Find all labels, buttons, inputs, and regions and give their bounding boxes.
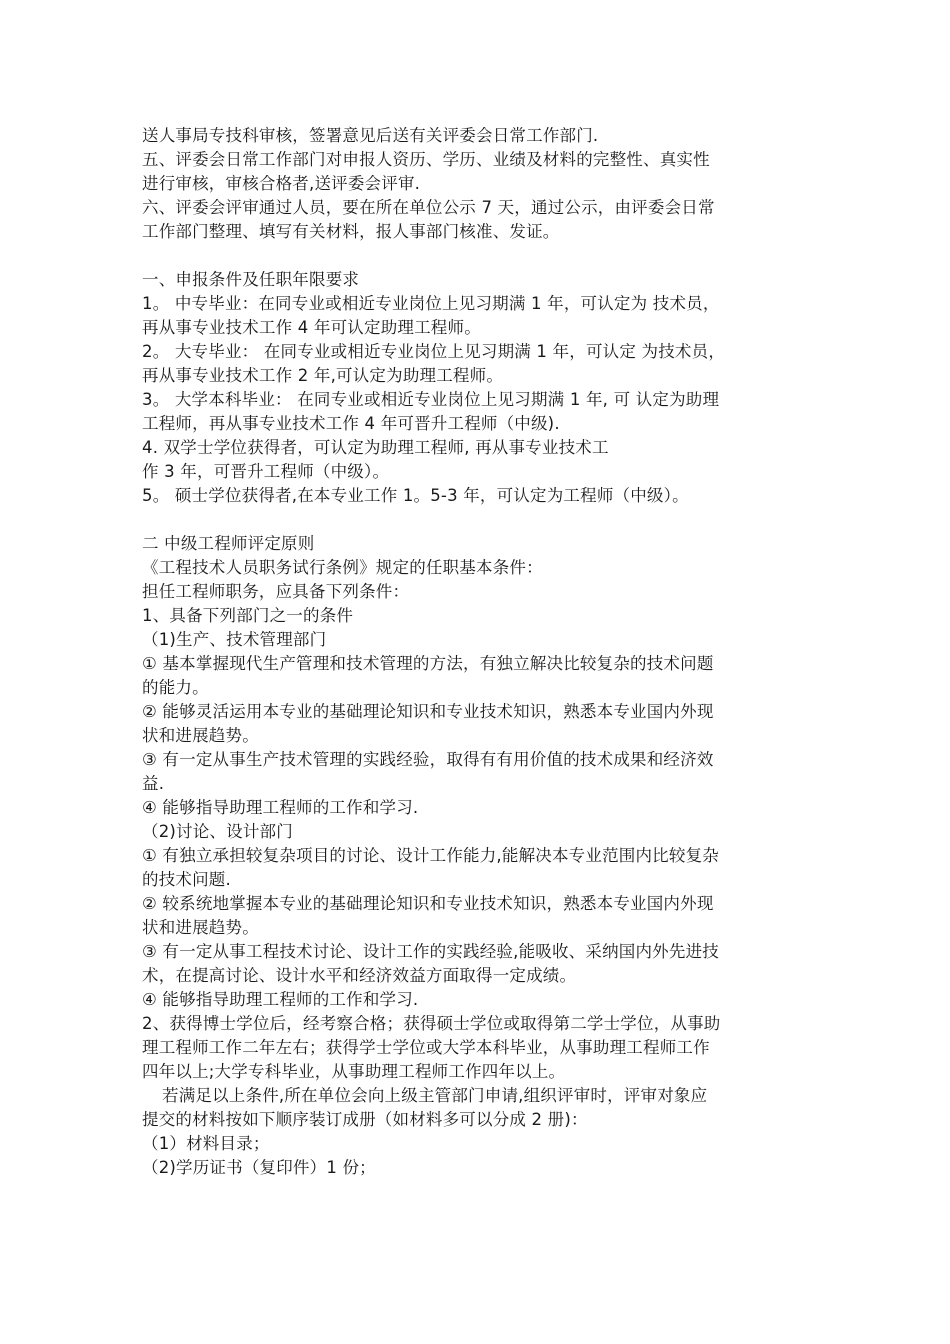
text-line: 的能力。: [142, 678, 209, 697]
section-heading: 一、申报条件及任职年限要求: [142, 270, 360, 289]
text-line: （2)讨论、设计部门: [142, 822, 293, 841]
text-line: ① 基本掌握现代生产管理和技术管理的方法，有独立解决比较复杂的技术问题: [142, 654, 714, 673]
text-line: 术，在提高讨论、设计水平和经济效益方面取得一定成绩。: [142, 966, 577, 985]
text-line: 理工程师工作二年左右；获得学士学位或大学本科毕业，从事助理工程师工作: [142, 1038, 710, 1057]
requirements-section: [142, 268, 822, 508]
text-line: ① 有独立承担较复杂项目的讨论、设计工作能力,能解决本专业范围内比较复杂: [142, 846, 719, 865]
text-line: 五、评委会日常工作部门对申报人资历、学历、业绩及材料的完整性、真实性: [142, 150, 710, 169]
text-line: ④ 能够指导助理工程师的工作和学习.: [142, 798, 419, 817]
text-line: ② 能够灵活运用本专业的基础理论知识和专业技术知识，熟悉本专业国内外现: [142, 702, 714, 721]
blank-line: [142, 508, 822, 532]
text-line: 4. 双学士学位获得者，可认定为助理工程师, 再从事专业技术工: [142, 438, 609, 457]
text-line: 担任工程师职务，应具备下列条件：: [142, 582, 410, 601]
text-line: ② 较系统地掌握本专业的基础理论知识和专业技术知识，熟悉本专业国内外现: [142, 894, 714, 913]
text-line: 1。 中专毕业：在同专业或相近专业岗位上见习期满 1 年，可认定为 技术员，: [142, 294, 720, 313]
text-line: 工作部门整理、填写有关材料，报人事部门核准、发证。: [142, 222, 560, 241]
section-heading: 二 中级工程师评定原则: [142, 534, 315, 553]
text-line: 再从事专业技术工作 2 年,可认定为助理工程师。: [142, 366, 504, 385]
text-line: 《工程技术人员职务试行条例》规定的任职基本条件：: [142, 558, 543, 577]
principles-section: [142, 532, 822, 1180]
text-line: 状和进展趋势。: [142, 918, 259, 937]
text-line: 工程师，再从事专业技术工作 4 年可晋升工程师（中级).: [142, 414, 560, 433]
text-line: 作 3 年，可晋升工程师（中级）。: [142, 462, 390, 481]
text-line: 1、具备下列部门之一的条件: [142, 606, 354, 625]
text-line: （1）材料目录；: [142, 1134, 270, 1153]
text-line: 2、获得博士学位后，经考察合格；获得硕士学位或取得第二学士学位，从事助: [142, 1014, 721, 1033]
text-line: 的技术问题.: [142, 870, 231, 889]
text-line: 四年以上;大学专科毕业，从事助理工程师工作四年以上。: [142, 1062, 566, 1081]
text-line: 3。 大学本科毕业： 在同专业或相近专业岗位上见习期满 1 年, 可 认定为助理: [142, 390, 720, 409]
procedure-section: [142, 124, 822, 244]
text-line: ③ 有一定从事生产技术管理的实践经验，取得有有用价值的技术成果和经济效: [142, 750, 714, 769]
text-line: 再从事专业技术工作 4 年可认定助理工程师。: [142, 318, 481, 337]
indented-paragraph-line: 若满足以上条件,所在单位会向上级主管部门申请,组织评审时，评审对象应: [162, 1086, 708, 1105]
text-line: （1)生产、技术管理部门: [142, 630, 327, 649]
blank-line: [142, 244, 822, 268]
text-line: 送人事局专技科审核，签署意见后送有关评委会日常工作部门.: [142, 126, 599, 145]
text-line: 2。 大专毕业： 在同专业或相近专业岗位上见习期满 1 年，可认定 为技术员，: [142, 342, 726, 361]
text-line: 提交的材料按如下顺序装订成册（如材料多可以分成 2 册)：: [142, 1110, 588, 1129]
text-line: 状和进展趋势。: [142, 726, 259, 745]
text-line: 进行审核，审核合格者,送评委会评审.: [142, 174, 421, 193]
text-line: （2)学历证书（复印件）1 份；: [142, 1158, 376, 1177]
document-body: [142, 124, 822, 1180]
text-line: ④ 能够指导助理工程师的工作和学习.: [142, 990, 419, 1009]
text-line: 六、评委会评审通过人员，要在所在单位公示 7 天，通过公示，由评委会日常: [142, 198, 715, 217]
text-line: 5。 硕士学位获得者,在本专业工作 1。5-3 年，可认定为工程师（中级）。: [142, 486, 689, 505]
text-line: ③ 有一定从事工程技术讨论、设计工作的实践经验,能吸收、采纳国内外先进技: [142, 942, 719, 961]
text-line: 益.: [142, 774, 165, 793]
